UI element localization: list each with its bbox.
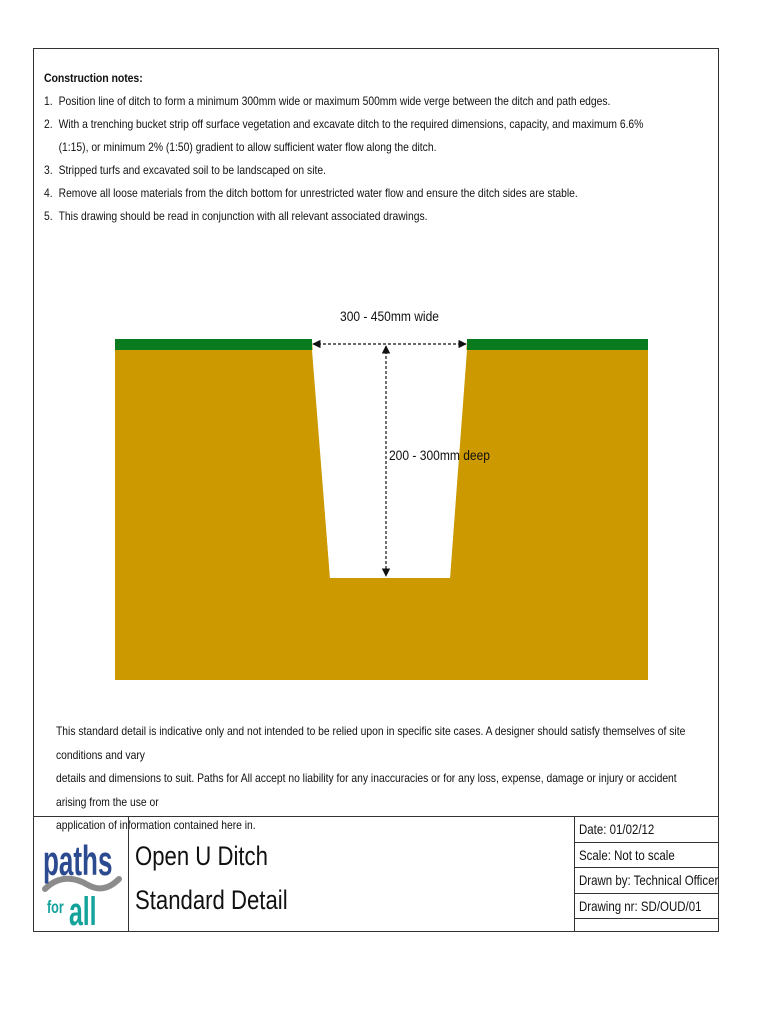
turf-right: [467, 339, 648, 350]
drawn-by-field: Drawn by: Technical Officer: [574, 868, 719, 894]
note-text: (1:15), or minimum 2% (1:50) gradient to allow sufficient water flow along the ditch.: [58, 140, 437, 154]
ditch-void: [312, 350, 467, 578]
note-text: Remove all loose materials from the ditch bottom for unrestricted water flow and ensure the ditch sides are stable.: [58, 186, 578, 200]
notes-title: Construction notes:: [44, 71, 143, 85]
info-spacer: [574, 919, 719, 932]
disclaimer-line: details and dimensions to suit. Paths for All accept no liability for any inaccuracies or for any loss, expense, damage or injury or accident arising from the use or: [56, 771, 677, 809]
drawing-number-field: Drawing nr: SD/OUD/01: [574, 894, 719, 920]
width-label: 300 - 450mm wide: [340, 308, 439, 325]
note-text: This drawing should be read in conjunction with all relevant associated drawings.: [58, 209, 428, 223]
disclaimer-line: application of information contained here in.: [56, 818, 256, 832]
paths-for-all-logo: [33, 817, 129, 932]
date-field: Date: 01/02/12: [574, 817, 719, 843]
note-item: 4. Remove all loose materials from the ditch bottom for unrestricted water flow and ensure the ditch sides are stable.: [44, 182, 612, 205]
note-item: 5. This drawing should be read in conjunction with all relevant associated drawings.: [44, 205, 612, 228]
drawing-title-line2: Standard Detail: [135, 885, 288, 915]
note-text: Stripped turfs and excavated soil to be landscaped on site.: [58, 163, 326, 177]
note-text: With a trenching bucket strip off surface vegetation and excavate ditch to the required dimensions, capacity, and maximum 6.6%: [58, 117, 644, 131]
logo-word-for: for: [47, 897, 64, 918]
drawing-title-line1: Open U Ditch: [135, 841, 268, 871]
title-block: [33, 816, 719, 932]
logo-word-paths: paths: [43, 837, 113, 885]
drawing-info-table: [574, 817, 719, 932]
note-text: Position line of ditch to form a minimum 300mm wide or maximum 500mm wide verge between the ditch and path edges.: [58, 94, 611, 108]
logo-word-all: all: [69, 890, 97, 932]
scale-field: Scale: Not to scale: [574, 843, 719, 869]
disclaimer-line: This standard detail is indicative only and not intended to be relied upon in specific site cases. A designer should satisfy themselves of site conditions and vary: [56, 724, 686, 762]
note-item: 3. Stripped turfs and excavated soil to be landscaped on site.: [44, 159, 612, 182]
logo-box: [33, 817, 129, 932]
note-item: 1. Position line of ditch to form a minimum 300mm wide or maximum 500mm wide verge between the ditch and path edges.: [44, 90, 612, 113]
turf-left: [115, 339, 312, 350]
note-item: 2. With a trenching bucket strip off surface vegetation and excavate ditch to the required dimensions, capacity, and maximum 6.6%: [44, 113, 612, 136]
depth-label: 200 - 300mm deep: [388, 447, 491, 464]
